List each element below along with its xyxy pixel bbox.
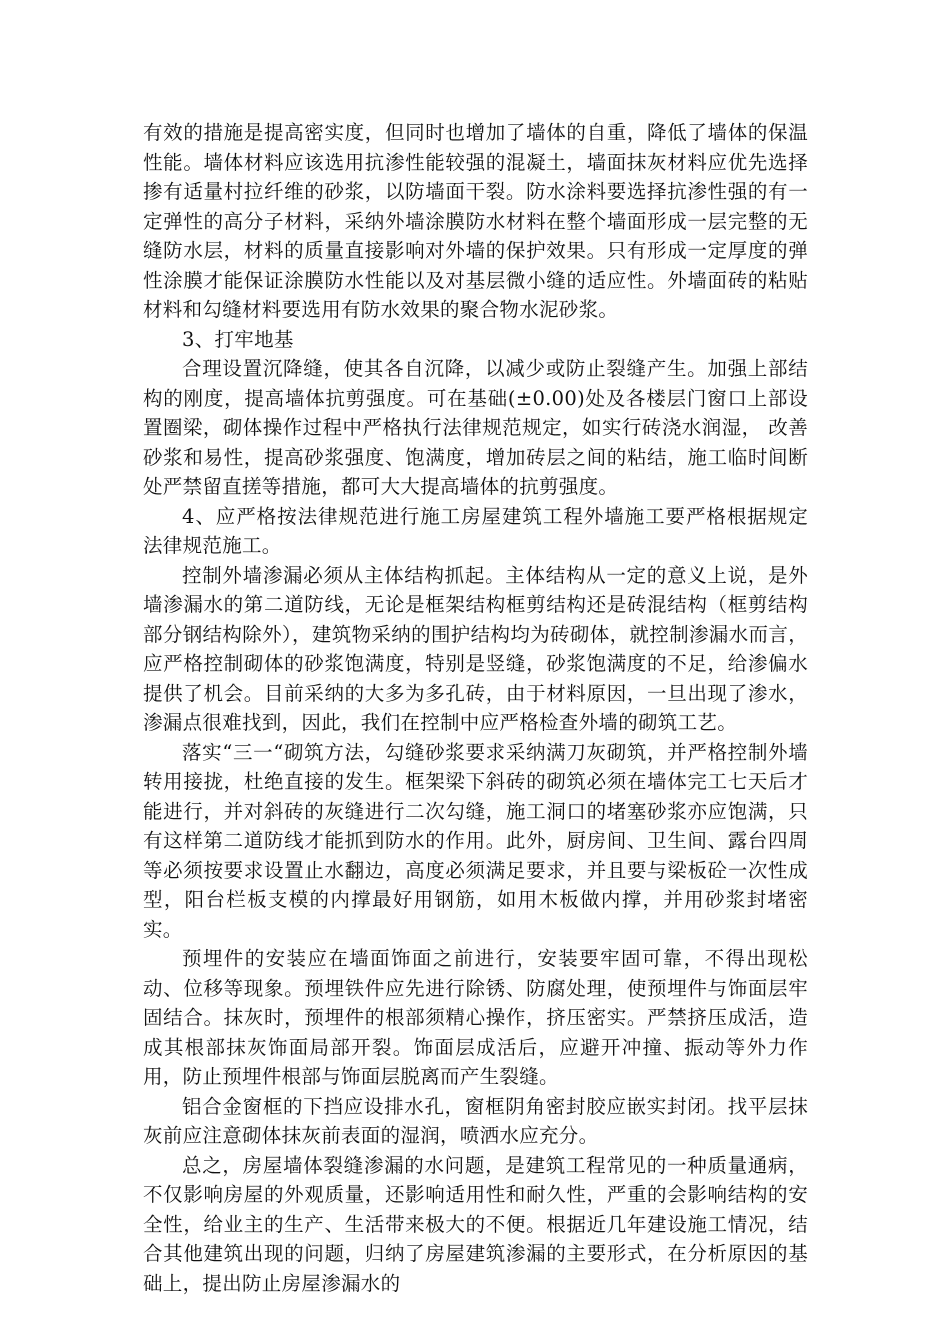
- paragraph-settlement-joints: 合理设置沉降缝，使其各自沉降，以减少或防止裂缝产生。加强上部结构的刚度，提高墙体抗剪强度。可在基础(±0.00)处及各楼层门窗口上部设置圈梁，砌体操作过程中严格执行法律规范规定，如实行砖浇水润湿， 改善砂浆和易性，提高砂浆强度、饱满度，增加砖层之间的粘结，施工临时间断处严禁留直搓等措施，都可大大提高墙体的抗剪强度。: [143, 357, 808, 498]
- paragraph-main-structure: 控制外墙渗漏必须从主体结构抓起。主体结构从一定的意义上说，是外墙渗漏水的第二道防线，无论是框架结构框剪结构还是砖混结构（框剪结构部分钢结构除外），建筑物采纳的围护结构均为砖砌体，就控制渗漏水而言，应严格控制砌体的砂浆饱满度，特别是竖缝，砂浆饱满度的不足，给渗偏水提供了机会。目前采纳的大多为多孔砖，由于材料原因，一旦出现了渗水，渗漏点很难找到，因此，我们在控制中应严格检查外墙的砌筑工艺。: [143, 563, 808, 734]
- paragraph-window-frames: 铝合金窗框的下挡应设排水孔，窗框阴角密封胶应嵌实封闭。找平层抹灰前应注意砌体抹灰前表面的湿润，喷洒水应充分。: [143, 1094, 808, 1147]
- paragraph-conclusion: 总之，房屋墙体裂缝渗漏的水问题，是建筑工程常见的一种质量通病，不仅影响房屋的外观质量，还影响适用性和耐久性，严重的会影响结构的安全性，给业主的生产、生活带来极大的不便。根据近几年建设施工情况，结合其他建筑出现的问题，归纳了房屋建筑渗漏的主要形式，在分析原因的基础上，提出防止房屋渗漏水的: [143, 1153, 808, 1295]
- heading-foundation: 3、打牢地基: [182, 327, 294, 351]
- paragraph-masonry-method: 落实“三一“砌筑方法，勾缝砂浆要求采纳满刀灰砌筑，并严格控制外墙转用接拢，杜绝直接的发生。框架梁下斜砖的砌筑必须在墙体完工七天后才能进行，并对斜砖的灰缝进行二次勾缝，施工洞口的堵塞砂浆亦应饱满，只有这样第二道防线才能抓到防水的作用。此外，厨房间、卫生间、露台四周等必须按要求设置止水翻边，高度必须满足要求，并且要与梁板砼一次性成型，阳台栏板支模的内撑最好用钢筋，如用木板做内撑，并用砂浆封堵密实。: [143, 740, 808, 941]
- paragraph-embedded-parts: 预埋件的安装应在墙面饰面之前进行，安装要牢固可靠，不得出现松动、位移等现象。预埋铁件应先进行除锈、防腐处理，使预埋件与饰面层牢固结合。抹灰时，预埋件的根部须精心操作，挤压密实。严禁挤压成活，造成其根部抹灰饰面局部开裂。饰面层成活后，应避开冲撞、振动等外力作用，防止预埋件根部与饰面层脱离而产生裂缝。: [143, 947, 808, 1088]
- heading-construction-standards: 4、应严格按法律规范进行施工房屋建筑工程外墙施工要严格根据规定法律规范施工。: [143, 504, 808, 557]
- document-body: [143, 118, 808, 1298]
- paragraph-wall-materials: 有效的措施是提高密实度，但同时也增加了墙体的自重，降低了墙体的保温性能。墙体材料应该选用抗渗性能较强的混凝土，墙面抹灰材料应优先选择掺有适量村拉纤维的砂浆，以防墙面干裂。防水涂料要选择抗渗性强的有一定弹性的高分子材料，采纳外墙涂膜防水材料在整个墙面形成一层完整的无缝防水层，材料的质量直接影响对外墙的保护效果。只有形成一定厚度的弹性涂膜才能保证涂膜防水性能以及对基层微小缝的适应性。外墙面砖的粘贴材料和勾缝材料要选用有防水效果的聚合物水泥砂浆。: [143, 121, 808, 321]
